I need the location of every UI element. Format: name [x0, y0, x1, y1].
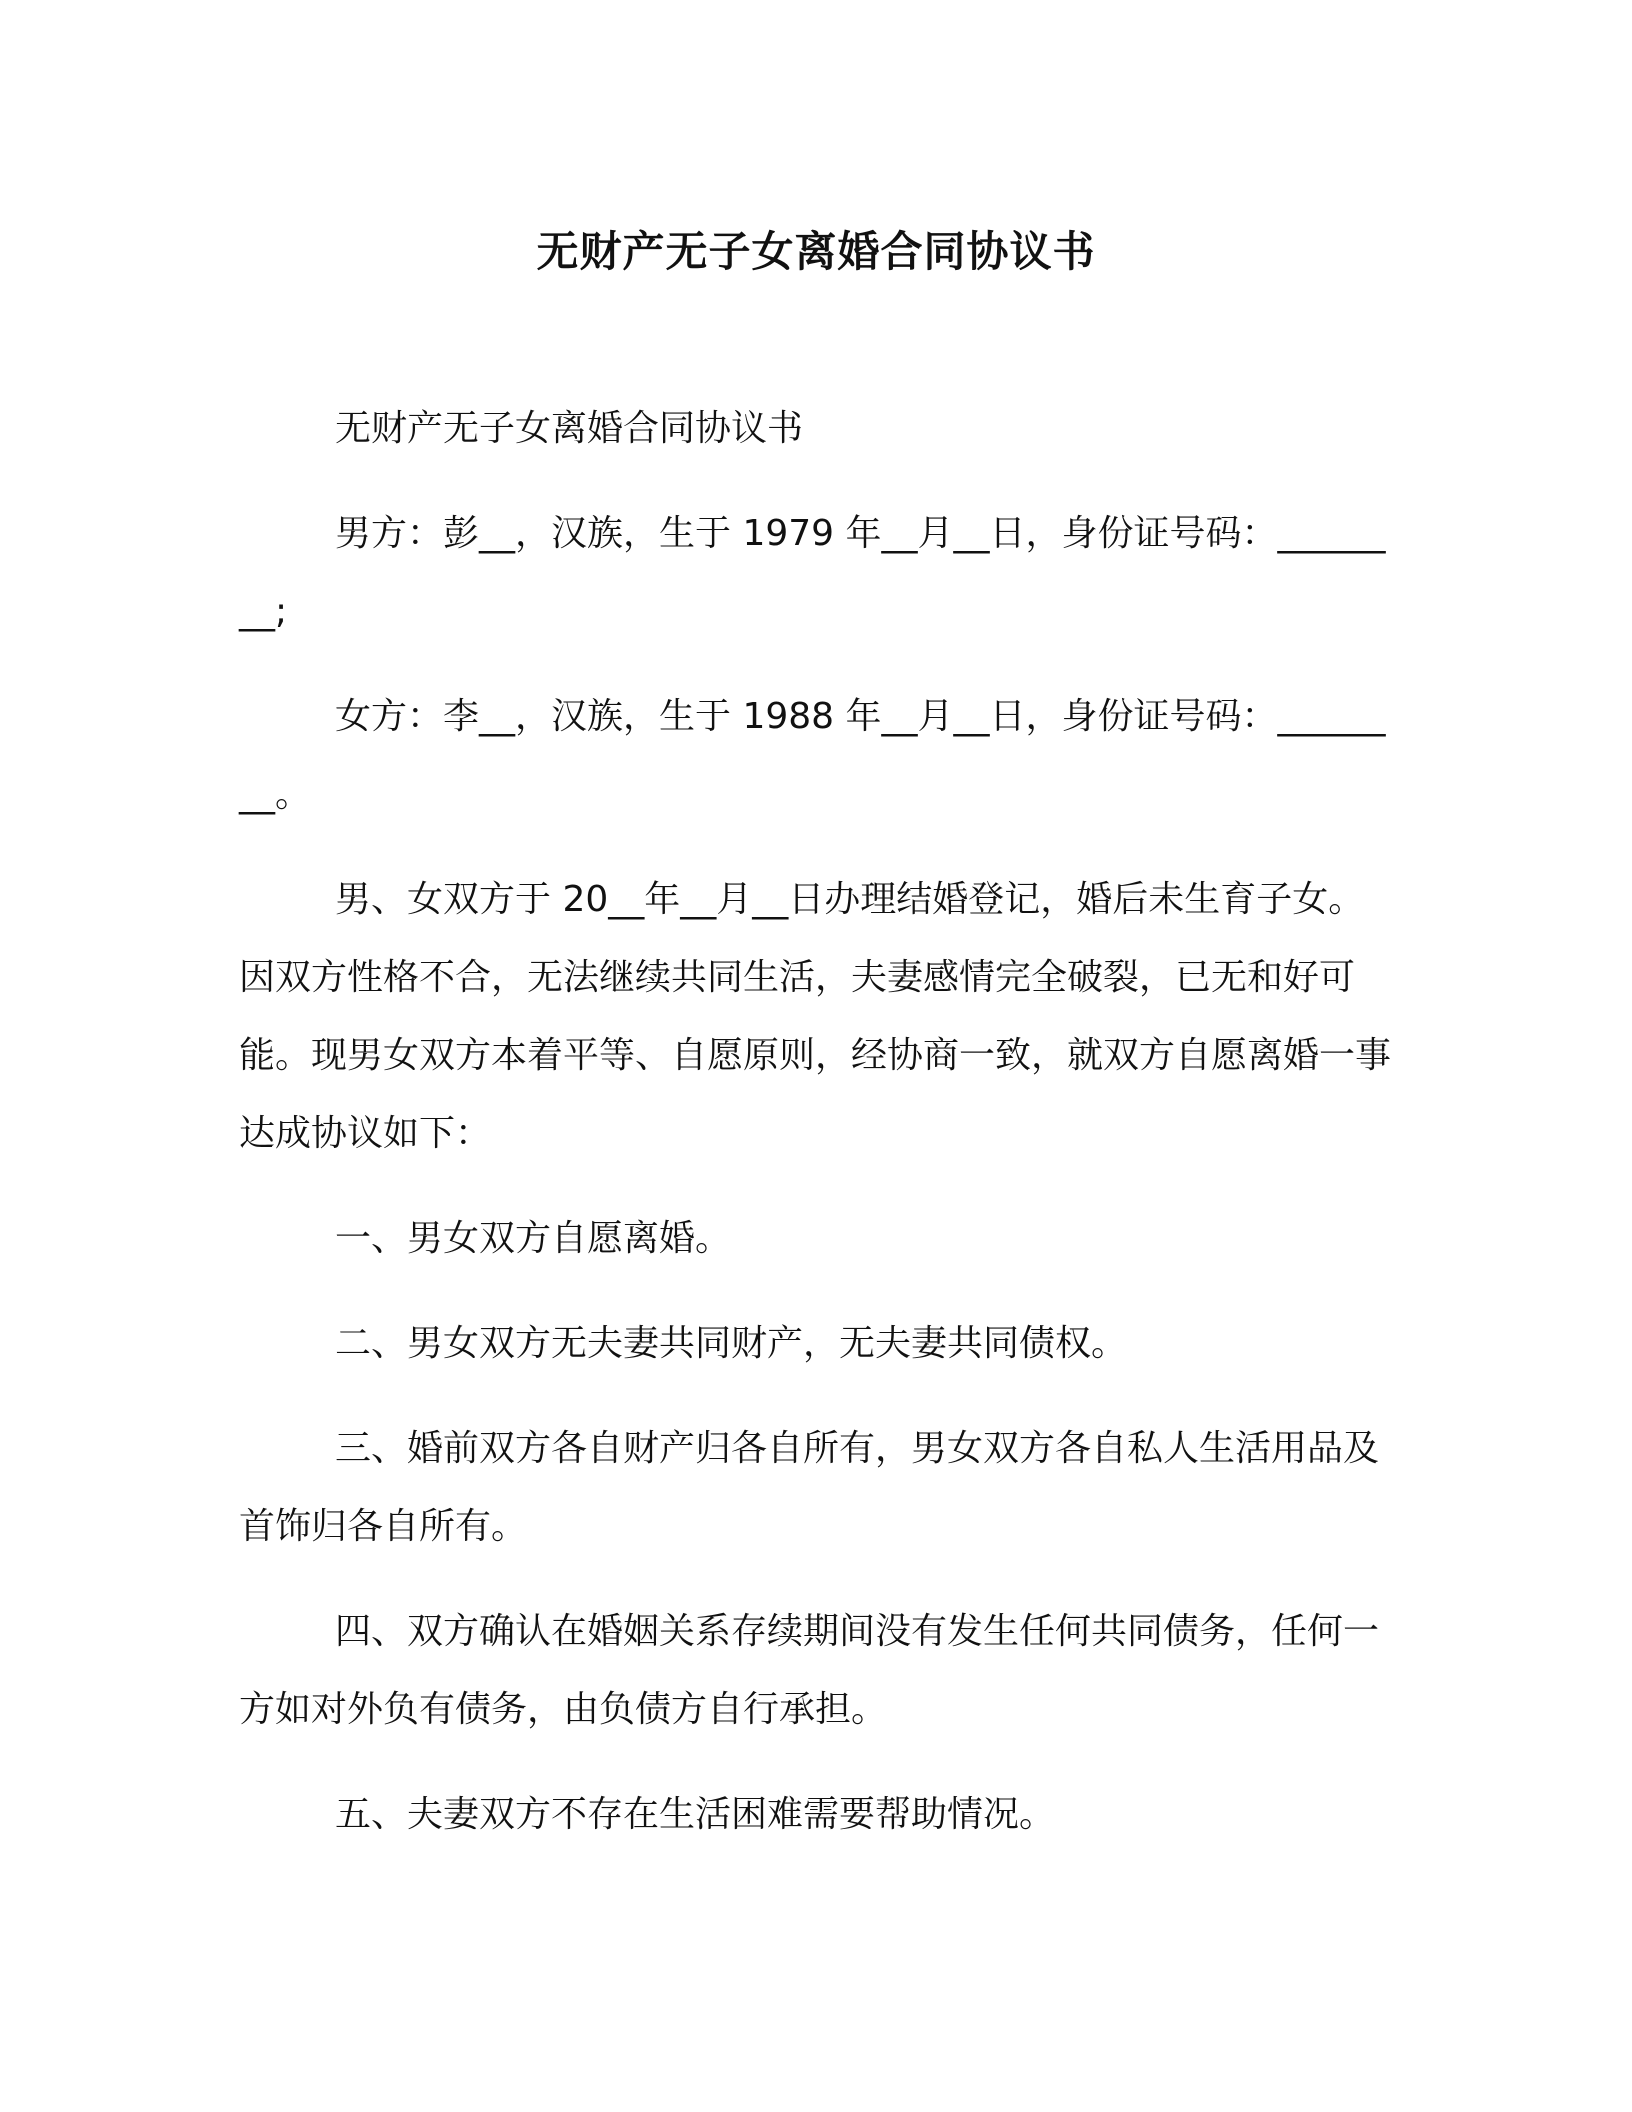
paragraph-husband-info: 男方：彭__，汉族，生于 1979 年__月__日，身份证号码：________; — [239, 513, 1386, 632]
paragraph-subtitle: 无财产无子女离婚合同协议书 — [335, 408, 804, 449]
paragraph-wife-info: 女方：李__，汉族，生于 1988 年__月__日，身份证号码：________。 — [239, 696, 1386, 815]
clause-2: 二、男女双方无夫妻共同财产，无夫妻共同债权。 — [335, 1323, 1128, 1364]
document-body — [239, 390, 1399, 1881]
clause-3: 三、婚前双方各自财产归各自所有，男女双方各自私人生活用品及首饰归各自所有。 — [239, 1428, 1380, 1547]
paragraph-background: 男、女双方于 20__年__月__日办理结婚登记，婚后未生育子女。因双方性格不合，无法继续共同生活，夫妻感情完全破裂，已无和好可能。现男女双方本着平等、自愿原则，经协商一致，就双方自愿离婚一事达成协议如下： — [239, 879, 1392, 1154]
document-title: 无财产无子女离婚合同协议书 — [536, 227, 1096, 276]
clause-5: 五、夫妻双方不存在生活困难需要帮助情况。 — [335, 1794, 1056, 1835]
clause-4: 四、双方确认在婚姻关系存续期间没有发生任何共同债务，任何一方如对外负有债务，由负债方自行承担。 — [239, 1611, 1380, 1730]
clause-1: 一、男女双方自愿离婚。 — [335, 1218, 732, 1259]
